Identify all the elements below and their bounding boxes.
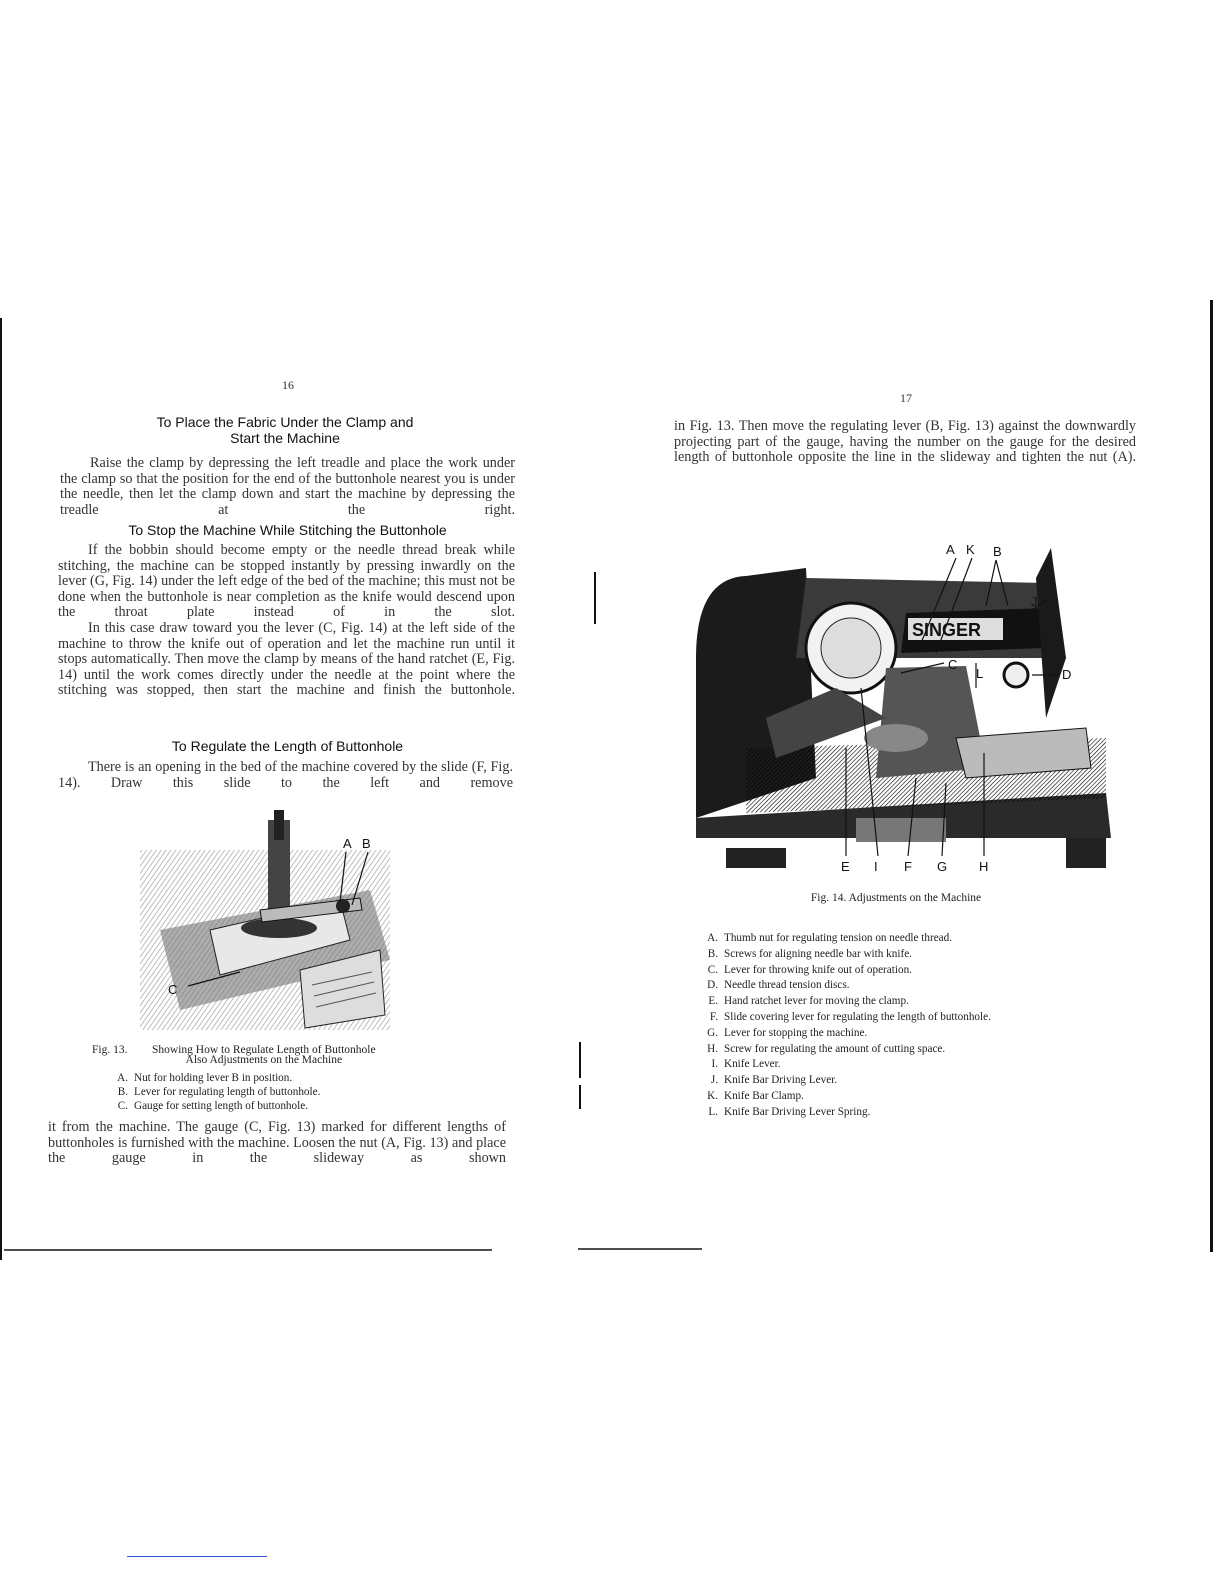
legend-row: D. Needle thread tension discs.	[707, 979, 850, 992]
legend-row: G. Lever for stopping the machine.	[707, 1026, 868, 1039]
fig14-label-f: F	[904, 859, 912, 874]
paragraph-text: it from the machine. The gauge (C, Fig. 13) marked for different lengths of buttonholes is furnished with the machine. Loosen the nut (A, Fig. 13) and place the gauge in the slideway as shown	[48, 1119, 506, 1167]
legend-row: B. Screws for aligning needle bar with knife.	[707, 947, 912, 960]
legend-row: K. Knife Bar Clamp.	[707, 1089, 804, 1102]
legend-row: B. Lever for regulating length of buttonhole.	[117, 1086, 321, 1098]
heading-regulate-length: To Regulate the Length of Buttonhole	[171, 738, 404, 754]
fig14-label-b: B	[993, 544, 1002, 559]
gutter-mark-2	[579, 1042, 581, 1078]
bottom-rule-left	[4, 1249, 492, 1251]
paragraph-text: If the bobbin should become empty or the needle thread break while stitching, the machine can be stopped instantly by pressing inwardly on the lever (G, Fig. 14) under the left edge of the bed of the machine; this must not be done when the buttonhole is near completion as the knife would descend upon the throat plate instead of in the slot.	[58, 542, 515, 621]
paragraph-text: Raise the clamp by depressing the left treadle and place the work under the clamp so that the position for the end of the buttonhole nearest you is under the needle, then let the clamp down and start the machine by depressing the treadle at the right.	[60, 455, 515, 518]
legend-row: E. Hand ratchet lever for moving the clamp.	[708, 995, 909, 1008]
legend-row: C. Gauge for setting length of buttonhole.	[117, 1100, 308, 1112]
fig13-label-a: A	[343, 836, 352, 851]
figure-14-illustration	[686, 538, 1126, 878]
legend-row: A. Nut for holding lever B in position.	[117, 1072, 293, 1084]
figure-13-illustration	[140, 810, 400, 1030]
paragraph-move-lever	[674, 419, 1136, 466]
fig14-label-l: L	[976, 666, 984, 681]
heading-stop-machine: To Stop the Machine While Stitching the Buttonhole	[128, 522, 447, 538]
gutter-mark-3	[579, 1085, 581, 1109]
fig14-label-e: E	[841, 859, 850, 874]
figure-14-caption: Fig. 14. Adjustments on the Machine	[810, 892, 982, 904]
gutter-mark-1	[594, 572, 596, 624]
paragraph-text: in Fig. 13. Then move the regulating lever (B, Fig. 13) against the downwardly projecting part of the gauge, having the number on the gauge for the desired length of buttonhole opposite the line in the slideway and tighten the nut (A).	[674, 418, 1136, 466]
fig14-label-d: D	[1062, 667, 1072, 682]
figure-13-legend	[104, 1071, 444, 1113]
fig14-label-c: C	[948, 657, 958, 672]
paragraph-regulate-length	[58, 760, 513, 791]
legend-row: F. Slide covering lever for regulating the length of buttonhole.	[709, 1010, 991, 1023]
figure-13-caption	[92, 1044, 472, 1066]
paragraph-stop-machine	[58, 543, 515, 699]
legend-row: H. Screw for regulating the amount of cutting space.	[707, 1042, 946, 1055]
singer-brand: SINGER	[912, 620, 982, 640]
legend-row: A. Thumb nut for regulating tension on needle thread.	[707, 932, 953, 944]
legend-row: L. Knife Bar Driving Lever Spring.	[708, 1105, 871, 1118]
legend-row: J. Knife Bar Driving Lever.	[710, 1074, 838, 1087]
heading-place-fabric	[60, 414, 510, 446]
legend-row: C. Lever for throwing knife out of operation.	[707, 963, 912, 976]
fig14-label-a: A	[946, 542, 955, 557]
fig13-caption-line: Showing How to Regulate Length of Buttonhole	[152, 1044, 376, 1056]
fig13-caption-line: Also Adjustments on the Machine	[185, 1054, 343, 1066]
page-number-left: 16	[282, 378, 294, 392]
fig14-label-j: J	[1031, 594, 1038, 609]
fig13-label-b: B	[362, 836, 371, 851]
fig14-label-k: K	[966, 542, 975, 557]
heading-line-2: Start the Machine	[230, 430, 340, 446]
fig14-label-g: G	[937, 859, 948, 874]
paragraph-place-fabric	[60, 456, 515, 518]
figure-14-legend	[694, 931, 1114, 1121]
page-number-right: 17	[900, 391, 912, 405]
bottom-rule-right	[578, 1248, 702, 1250]
fig13-label-c: C	[168, 982, 178, 997]
legend-row: I. Knife Lever.	[711, 1058, 781, 1071]
paragraph-text: There is an opening in the bed of the machine covered by the slide (F, Fig. 14). Draw this slide to the left and remove	[58, 759, 513, 791]
scan-edge-left	[0, 318, 2, 1260]
scan-edge-right	[1210, 300, 1213, 1252]
bottom-link-line	[127, 1556, 267, 1557]
fig13-caption-prefix: Fig. 13.	[92, 1044, 128, 1056]
fig14-label-i: I	[874, 859, 878, 874]
paragraph-gauge	[48, 1120, 506, 1167]
fig14-label-h: H	[979, 859, 989, 874]
heading-line-1: To Place the Fabric Under the Clamp and	[156, 414, 414, 430]
paragraph-text: In this case draw toward you the lever (C, Fig. 14) at the left side of the machine to throw the knife out of operation and let the machine run until it stops automatically. Then move the clamp by means of the hand ratchet (E, Fig. 14) until the work comes directly under the needle at the point where the stitching was stopped, then start the machine and finish the buttonhole.	[58, 619, 515, 699]
